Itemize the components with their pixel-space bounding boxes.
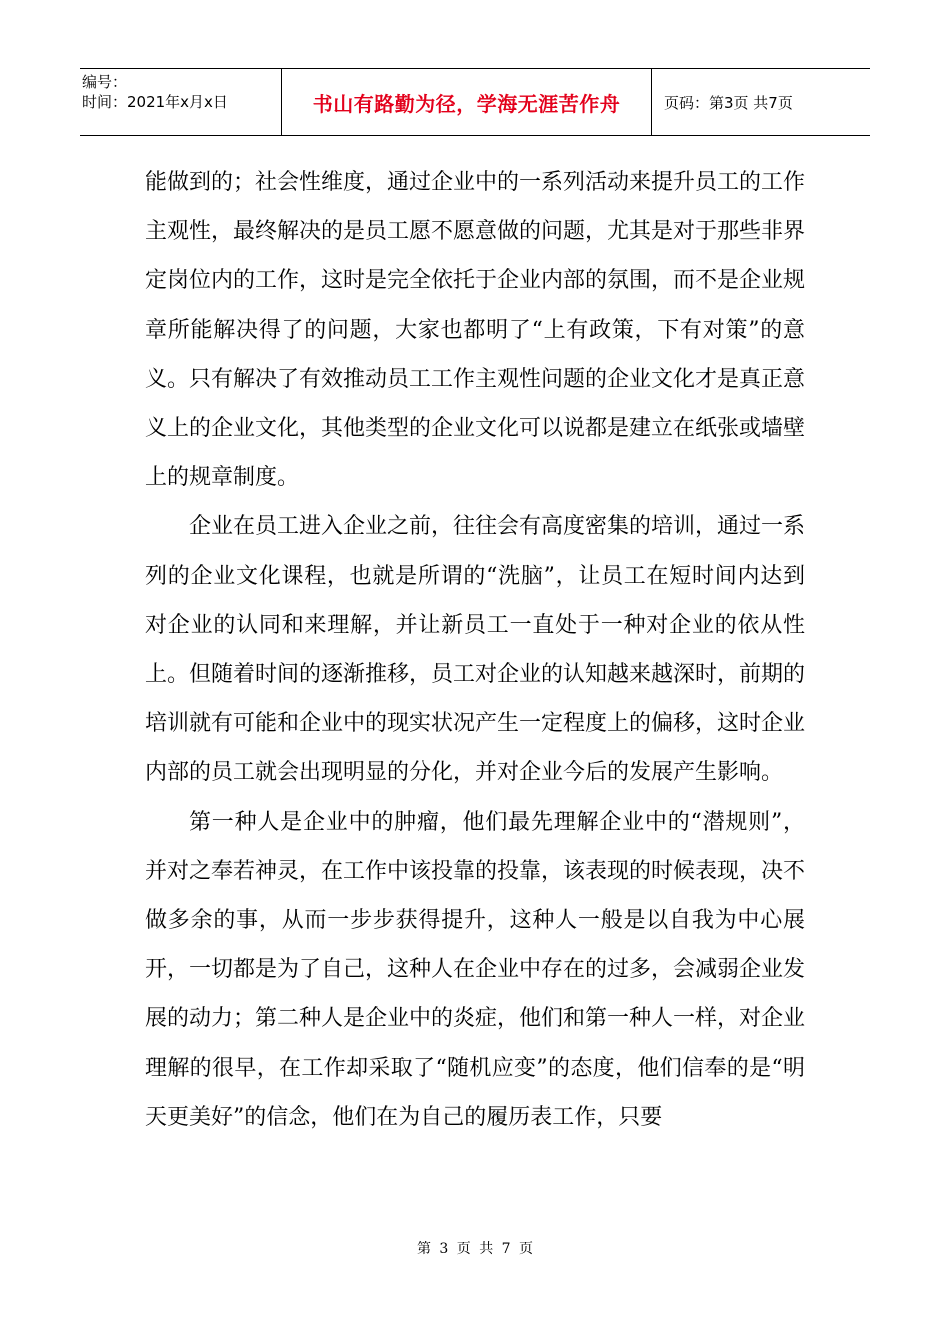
document-number-label: 编号： — [82, 73, 128, 91]
document-date: 时间：2021年x月x日 — [82, 93, 228, 111]
page-footer: 第 3 页 共 7 页 — [416, 1241, 534, 1257]
header-meta-cell — [80, 69, 282, 135]
body-paragraph-2: 企业在员工进入企业之前，往往会有高度密集的培训，通过一系列的企业文化课程，也就是所谓的“洗脑”，让员工在短时间内达到对企业的认同和来理解，并让新员工一直处于一种对企业的依从性上。但随着时间的逐渐推移，员工对企业的认知越来越深时，前期的培训就有可能和企业中的现实状况产生一定程度上的偏移，这时企业内部的员工就会出现明显的分化，并对企业今后的发展产生影响。 — [145, 514, 806, 786]
header-motto: 书山有路勤为径，学海无涯苦作舟 — [282, 69, 652, 135]
body-paragraph-1: 能做到的；社会性维度，通过企业中的一系列活动来提升员工的工作主观性，最终解决的是员工愿不愿意做的问题，尤其是对于那些非界定岗位内的工作，这时是完全依托于企业内部的氛围，而不是企业规章所能解决得了的问题，大家也都明了“上有政策，下有对策”的意义。只有解决了有效推动员工工作主观性问题的企业文化才是真正意义上的企业文化，其他类型的企业文化可以说都是建立在纸张或墙壁上的规章制度。 — [145, 170, 806, 491]
body-paragraph-3: 第一种人是企业中的肿瘤，他们最先理解企业中的“潜规则”，并对之奉若神灵，在工作中该投靠的投靠，该表现的时候表现，决不做多余的事，从而一步步获得提升，这种人一般是以自我为中心展开，一切都是为了自己，这种人在企业中存在的过多，会减弱企业发展的动力；第二种人是企业中的炎症，他们和第一种人一样，对企业理解的很早，在工作却采取了“随机应变”的态度，他们信奉的是“明天更美好”的信念，他们在为自己的履历表工作，只要 — [145, 809, 806, 1130]
document-body — [145, 158, 805, 1142]
header-page-info: 页码：第3页 共7页 — [664, 93, 793, 112]
page-header — [80, 68, 870, 136]
